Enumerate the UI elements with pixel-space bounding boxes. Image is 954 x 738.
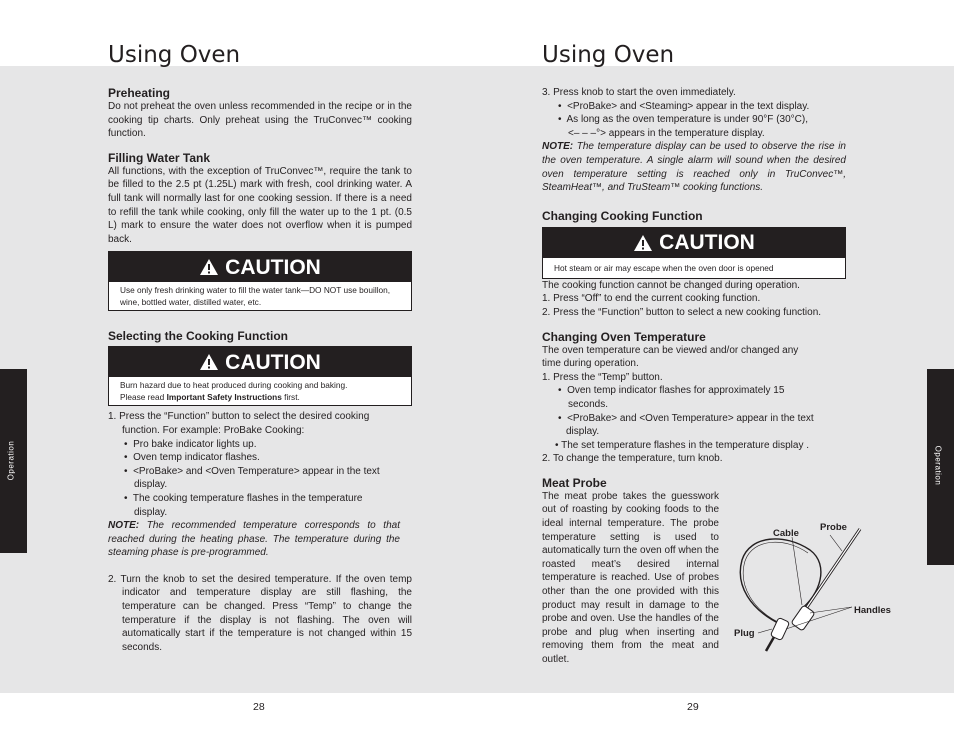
step: 1. Press “Off” to end the current cooking function. bbox=[542, 293, 761, 305]
caution-text bbox=[109, 377, 411, 406]
warning-icon bbox=[633, 234, 653, 252]
side-tab-left bbox=[0, 369, 27, 553]
list-item: • Oven temp indicator flashes for approximately 15 bbox=[558, 385, 785, 397]
list-item: • Pro bake indicator lights up. bbox=[124, 438, 257, 450]
caution-text-line: first. bbox=[281, 392, 300, 403]
step: 2. To change the temperature, turn knob. bbox=[542, 453, 723, 465]
heading-selecting: Selecting the Cooking Function bbox=[108, 329, 288, 344]
text-meat-probe: The meat probe takes the guesswork out of roasting by cooking foods to the ideal internal temperature. The probe temperature setting is used to automatically turn the oven off when the roasted meat’s desired internal temperature is reached. Use of probes other than the one provided with this product may result in damage to the probe and oven. Use the handles of the probe and plug when inserting and removing them from the meat and outlet. bbox=[542, 490, 719, 665]
caution-text: Hot steam or air may escape when the oven door is opened bbox=[554, 262, 774, 273]
heading-meat-probe: Meat Probe bbox=[542, 475, 607, 490]
list-item-cont: display. bbox=[134, 479, 168, 491]
caution-header bbox=[109, 252, 411, 282]
step-3: 3. Press knob to start the oven immediately. bbox=[542, 87, 736, 98]
list-item-cont: seconds. bbox=[568, 398, 609, 410]
page-title-left: Using Oven bbox=[108, 42, 241, 68]
text-line: time during operation. bbox=[542, 358, 639, 370]
caution-label: CAUTION bbox=[225, 350, 321, 374]
text-filling: All functions, with the exception of TruConvec™, require the tank to be filled to the 2.5 pt (1.25L) mark with fresh, cool drinking water. A full tank will normally last for one cooking session. If there is a need to refill the tank while cooking, only fill the water up to the 1 pt. (0.5 L) mark to ensure the water does not overflow when it is pumped back. bbox=[108, 165, 412, 245]
list-item: • <ProBake> and <Oven Temperature> appear in the text bbox=[124, 465, 380, 477]
text-line: The oven temperature can be viewed and/or changed any bbox=[542, 344, 799, 356]
text-preheating: Do not preheat the oven unless recommended in the recipe or in the cooking tip charts. Only preheat using the TruConvec™ cooking function. bbox=[108, 101, 412, 140]
label-plug: Plug bbox=[734, 628, 755, 639]
page-number-right: 29 bbox=[687, 701, 699, 713]
caution-box-burn bbox=[108, 346, 412, 406]
caution-label: CAUTION bbox=[225, 255, 321, 279]
caution-text-bold: Important Safety Instructions bbox=[166, 392, 282, 403]
warning-icon bbox=[199, 258, 219, 276]
caution-text-line: Burn hazard due to heat produced during cooking and baking. bbox=[120, 380, 348, 391]
left-column bbox=[108, 86, 412, 654]
side-tab-right bbox=[927, 369, 954, 565]
side-tab-label: Operation bbox=[933, 445, 943, 486]
meat-probe-illustration bbox=[730, 515, 900, 660]
step-1: 1. Press the “Function” button to select the desired cooking bbox=[108, 411, 370, 423]
page-title-right: Using Oven bbox=[542, 42, 675, 68]
note: NOTE: The recommended temperature corresponds to that reached during the heating phase. The temperature during the steaming phase is pre-programmed. bbox=[108, 520, 400, 559]
list-item: • <ProBake> and <Steaming> appear in the text display. bbox=[558, 100, 810, 112]
list-item: • As long as the oven temperature is under 90°F (30°C), bbox=[558, 114, 808, 126]
label-probe: Probe bbox=[820, 522, 847, 533]
step-2: 2. Turn the knob to set the desired temperature. If the oven temp indicator and temperature display are still flashing, the temperature can be changed. Press “Temp” to change the temperature if the display is not flashing. The oven will automatically start if the temperature is not changed within 15 seconds. bbox=[108, 573, 412, 653]
warning-icon bbox=[199, 353, 219, 371]
caution-label: CAUTION bbox=[659, 230, 755, 254]
list-item: • <ProBake> and <Oven Temperature> appear in the text bbox=[558, 412, 814, 424]
list-item: • Oven temp indicator flashes. bbox=[124, 452, 260, 464]
list-item-cont: display. bbox=[566, 426, 600, 438]
text-changing-function: The cooking function cannot be changed during operation. bbox=[542, 279, 800, 291]
page-number-left: 28 bbox=[253, 701, 265, 713]
side-tab-label: Operation bbox=[6, 440, 16, 481]
heading-preheating: Preheating bbox=[108, 86, 171, 100]
heading-changing-temp: Changing Oven Temperature bbox=[542, 329, 706, 344]
label-handles: Handles bbox=[854, 605, 891, 616]
note: NOTE: The temperature display can be used to observe the rise in the oven temperature. A single alarm will sound when the desired oven temperature setting is reached only in TruConvec™, SteamHeat™, and TruSteam™ cooking functions. bbox=[542, 141, 846, 194]
caution-header bbox=[543, 228, 845, 258]
list-item: • The set temperature flashes in the temperature display . bbox=[555, 439, 810, 451]
caution-box-steam bbox=[542, 227, 846, 279]
list-item-cont: <– – –°> appears in the temperature display. bbox=[568, 127, 765, 139]
label-cable: Cable bbox=[773, 528, 799, 539]
heading-filling: Filling Water Tank bbox=[108, 150, 211, 165]
caution-text: Use only fresh drinking water to fill the water tank—DO NOT use bouillon, wine, bottled water, distilled water, etc. bbox=[120, 285, 391, 308]
step-1-cont: function. For example: ProBake Cooking: bbox=[122, 424, 305, 436]
heading-changing-function: Changing Cooking Function bbox=[542, 208, 703, 223]
step: 1. Press the “Temp” button. bbox=[542, 371, 663, 383]
caution-box-water bbox=[108, 251, 412, 311]
step: 2. Press the “Function” button to select a new cooking function. bbox=[542, 306, 822, 318]
caution-header bbox=[109, 347, 411, 377]
list-item-cont: display. bbox=[134, 506, 168, 518]
list-item: • The cooking temperature flashes in the temperature bbox=[124, 492, 363, 504]
caution-text-line: Please read bbox=[120, 392, 167, 403]
probe-handle bbox=[791, 605, 815, 631]
